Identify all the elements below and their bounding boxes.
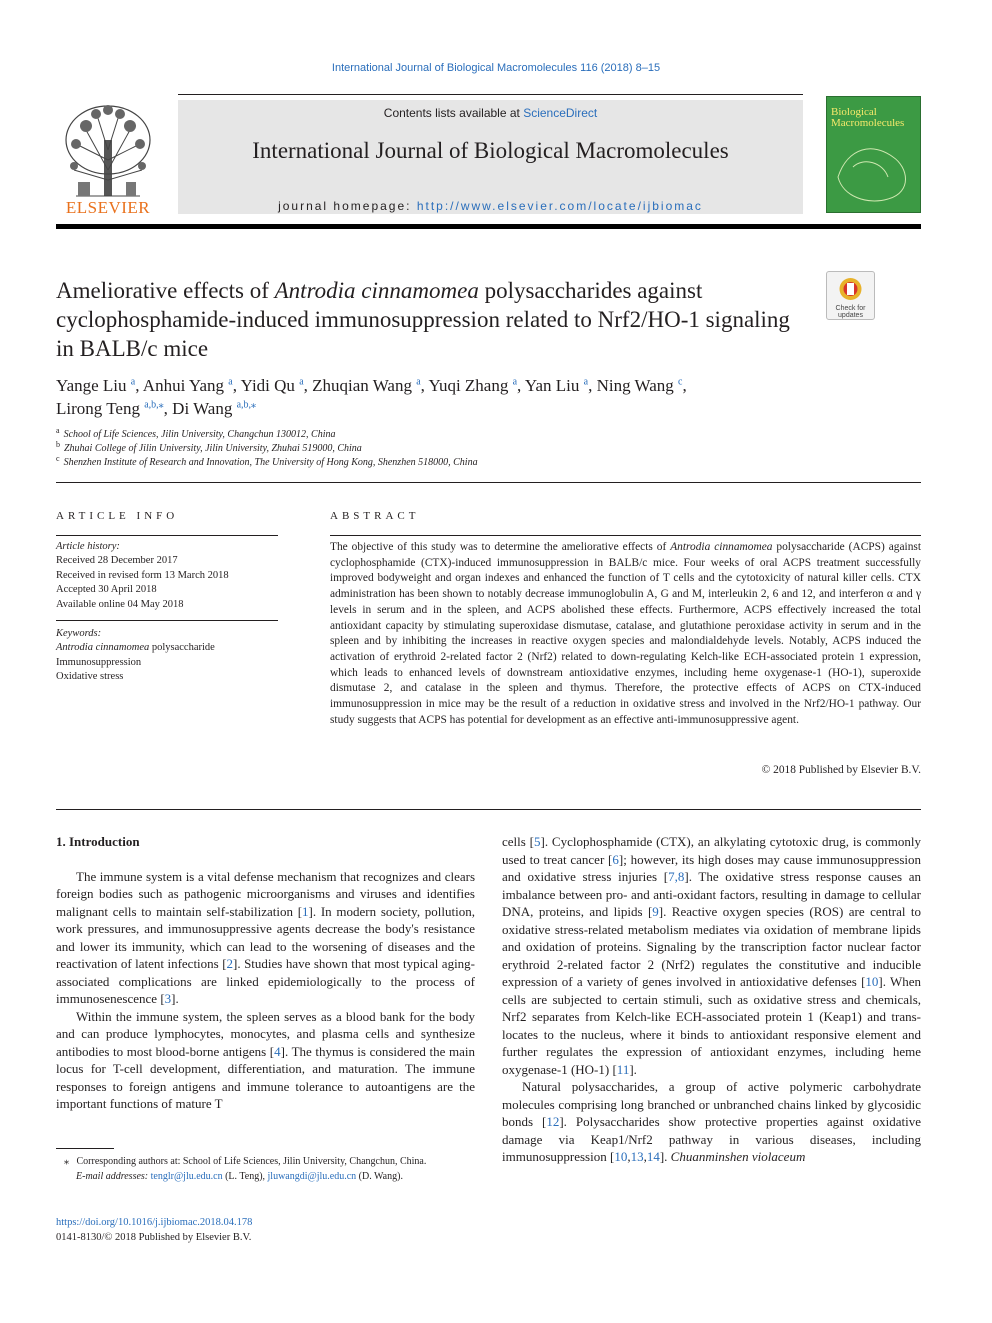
keywords: Keywords: Antrodia cinnamomea polysaccharide Immunosuppression Oxidative stress — [56, 627, 278, 685]
abstract-heading: ABSTRACT — [330, 510, 420, 522]
reference-link[interactable]: 3 — [164, 991, 172, 1006]
check-for-updates-button[interactable] — [826, 271, 875, 320]
journal-homepage — [178, 199, 803, 213]
affiliation-a: $^a$ School of Life Sciences, Jilin University, Changchun 130012, China — [56, 425, 336, 440]
abstract-copyright: © 2018 Published by Elsevier B.V. — [761, 764, 921, 776]
reference-link[interactable]: 1 — [302, 903, 309, 919]
crossmark-icon — [827, 275, 874, 305]
article-history: Article history: Received 28 December 2017 Received in revised form 13 March 2018 Accepted 30 April 2018 Available online 04 May 2018 — [56, 541, 229, 610]
issn-line: 0141-8130/© 2018 Published by Elsevier B.V. — [56, 1232, 252, 1243]
reference-link[interactable]: 9 — [652, 904, 659, 919]
author-name: Ning Wang — [596, 376, 674, 395]
author-affiliation-marker[interactable]: a — [416, 376, 421, 388]
author-affiliation-marker[interactable]: a,b,⁎ — [236, 399, 257, 411]
affiliation-b: $^b$ Zhuhai College of Jilin University, Jilin University, Zhuhai 519000, China — [56, 439, 362, 454]
paragraph: Within the immune system, the spleen serves as a blood bank for the body and can produce lymphocytes, monocytes, and plasma cells and synthesize antibodies to most blood-borne antigens [4]. The thymus is considered the main locus for T-cell development, differentiation, and maturation. The immune responses to foreign antigens and immune tolerance to autoantigens are the important functions of mature T — [56, 1008, 475, 1111]
journal-citation[interactable]: International Journal of Biological Macromolecules 116 (2018) 8–15 — [331, 62, 661, 74]
abstract-text: The objective of this study was to determine the ameliorative effects of Antrodia cinnamomea polysaccharide (ACPS) against cyclophosphamide (CTX)-induced immunosuppression in BALB/c mice. Four weeks of oral ACPS treatment successfully improved bodyweight and organ indexes and enhanced the function of T cells and the cytotoxicity of natural killer cells. CTX administration has been shown to notably decrease immunoglobulin A, G and M, interleukin 2, 6 and 12, and interferon α and γ levels in serum and in the spleen, and ACPS abolished these effects. Furthermore, ACPS effectively increased the total antioxidant capacity by stimulating superoxidase dismutase, catalase, and glutathione peroxidase activity in serum and in the spleen and by inhibiting the increases in reactive oxygen species and malondialdehyde levels. Notably, ACPS induced the activation of erythroid 2-related factor 2 (Nrf2) related to down-regulating Kelch-like ECH-associated protein 1 expression, which leads to enhanced levels of downstream antioxidative enzymes, including heme oxygenase-1 (HO-1), superoxide dismutase 2, and catalase in the spleen and thymus. Therefore, the protective effects of ACPS on CTX-induced immunosuppression in mice may be the result of a reduction in oxidative stress and involved in the Nrf2/HO-1 pathway. Our study suggests that ACPS has potential for development as an effective anti-immunosuppressive agent. — [330, 541, 921, 726]
reference-link[interactable]: 11 — [616, 1061, 630, 1077]
keyword-item: Antrodia cinnamomea polysaccharide — [56, 642, 215, 654]
author-affiliation-marker[interactable]: c — [678, 376, 683, 388]
author-name: Yidi Qu — [240, 376, 295, 395]
email-link[interactable]: tenglr@jlu.edu.cn — [150, 1171, 223, 1182]
author-name: Lirong Teng — [56, 399, 140, 418]
paragraph: cells [5]. Cyclophosphamide (CTX), an alkylating cytotoxic drug, is commonly used to treat cancer [6]; however, its high doses may cause immunosuppression and oxidative stress injuries [7,8]. The oxidative stress response causes an imbalance between pro- and anti-oxidant factors, resulting in damage to cellular DNA, proteins, and lipids [9]. Reactive oxygen species (ROS) are central to oxidative stress-related metabolism mediates via oxidation of membrane lipids and oxidation of proteins. Signaling by the transcription factor nuclear factor erythroid 2-related factor 2 (Nrf2) regulates the constitutive and inducible expression of a variety of genes involved in antioxidative defenses [10]. When cells are subjected to certain stimuli, such as oxidative stress and chemicals, Nrf2 separates from Kelch-like ECH-associated protein 1 (Keap1) and trans-locates to the nucleus, where it binds to antioxidant responsive element and further regulates the expression of antioxidant enzymes, including heme oxygenase-1 (HO-1) [11]. — [502, 834, 922, 1077]
doi-block — [56, 1215, 252, 1245]
elsevier-wordmark: ELSEVIER — [65, 198, 151, 217]
info-rule — [56, 535, 278, 536]
author-name: Anhui Yang — [142, 376, 225, 395]
author-name: Zhuqian Wang — [312, 376, 412, 395]
header-thick-rule — [56, 224, 921, 229]
reference-link[interactable]: 10 — [614, 1149, 628, 1164]
body-rule — [56, 809, 921, 810]
section-heading-introduction: 1. Introduction — [56, 834, 140, 849]
journal-cover-thumbnail[interactable] — [826, 96, 921, 213]
keyword-item: Oxidative stress — [56, 671, 124, 683]
reference-link[interactable]: 2 — [226, 956, 234, 971]
body-column-right — [502, 833, 921, 1166]
cover-title: Biological Macromolecules — [831, 106, 905, 129]
author-affiliation-marker[interactable]: a,b,⁎ — [144, 399, 164, 411]
footnote-rule — [56, 1148, 114, 1149]
sciencedirect-link[interactable]: ScienceDirect — [523, 106, 598, 120]
paragraph: The immune system is a vital defense mechanism that recognizes and clears foreign bodies such as pathogenic microorganisms and viruses and identifies malignant cells to maintain self-stabilization [1]. In modern society, pollution, work pressures, and immunosuppressive agents decrease the body's resistance and lower its immunity, which can lead to the worsening of diseases and the reactivation of latent infections [2]. Studies have shown that most typical aging-associated complications are linked epidemiologically to the process of immunosenescence [3]. — [56, 868, 476, 1006]
author-name: Yange Liu — [56, 376, 127, 395]
reference-link[interactable]: 14 — [646, 1149, 660, 1164]
body-column-left — [56, 833, 475, 1113]
reference-link[interactable]: 10 — [865, 974, 879, 989]
author-list: Yange Liu $^a$, Anhui Yang $^a$, Yidi Qu $^a$, Zhuqian Wang $^a$, Yuqi Zhang $^a$, Yan Liu $^a$, Ning Wang $^c$, Lirong Teng $^{a,b,⁎}$, Di Wang $^{a,b,⁎}$ — [56, 376, 687, 418]
paragraph: Natural polysaccharides, a group of active polymeric carbohydrate molecules comprising long branched or unbranched chains linked by glycosidic bonds [12]. Polysaccharides show protective properties against oxidative damage via Keap1/Nrf2 pathway in various diseases, including immunosuppression [10,13,14]. Chuanminshen violaceum — [502, 1079, 921, 1164]
abstract-rule — [330, 535, 921, 536]
reference-link[interactable]: 5 — [533, 834, 541, 849]
reference-link[interactable]: 6 — [612, 851, 619, 867]
reference-link[interactable]: 4 — [274, 1043, 281, 1059]
cover-graphic-icon — [833, 137, 915, 207]
journal-name: International Journal of Biological Macromolecules — [252, 138, 729, 163]
article-title: Ameliorative effects of Antrodia cinnamomea polysaccharides against cyclophosphamide-induced immunosuppression related to Nrf2/HO-1 signaling in BALB/c mice — [56, 278, 790, 361]
author-affiliation-marker[interactable]: a — [130, 376, 136, 388]
author-affiliation-marker[interactable]: a — [228, 376, 233, 388]
check-for-updates-label: Check for updates — [835, 305, 866, 319]
doi-link[interactable]: https://doi.org/10.1016/j.ijbiomac.2018.04.178 — [56, 1217, 253, 1228]
author-name: Di Wang — [172, 399, 233, 418]
author-name: Yuqi Zhang — [428, 376, 509, 395]
author-name: Yan Liu — [524, 376, 580, 395]
header-top-rule — [178, 94, 803, 95]
reference-link[interactable]: 7,8 — [668, 869, 685, 884]
keyword-item: Immunosuppression — [56, 656, 142, 668]
contents-line — [178, 106, 803, 120]
homepage-link[interactable]: http://www.elsevier.com/locate/ijbiomac — [416, 199, 703, 213]
author-affiliation-marker[interactable]: a — [512, 376, 518, 388]
keywords-rule — [56, 620, 278, 621]
reference-link[interactable]: 13 — [630, 1149, 644, 1164]
reference-link[interactable]: 12 — [546, 1114, 560, 1129]
contents-prefix: Contents lists available at — [383, 106, 524, 120]
author-affiliation-marker[interactable]: a — [583, 376, 589, 388]
affiliation-rule — [56, 482, 921, 483]
affiliation-c: $^c$ Shenzhen Institute of Research and Innovation, The University of Hong Kong, Shenzhen 518000, China — [56, 453, 478, 468]
email-link[interactable]: jluwangdi@jlu.edu.cn — [267, 1171, 357, 1182]
corresponding-author-footnote: ⁎ Corresponding authors at: School of Life Sciences, Jilin University, Changchun, China. E-mail addresses: tenglr@jlu.edu.cn (L. Teng), jluwangdi@jlu.edu.cn (D. Wang). — [64, 1156, 427, 1182]
homepage-prefix: journal homepage: — [278, 199, 417, 213]
article-info-heading: ARTICLE INFO — [56, 510, 179, 522]
author-affiliation-marker[interactable]: a — [299, 376, 304, 388]
